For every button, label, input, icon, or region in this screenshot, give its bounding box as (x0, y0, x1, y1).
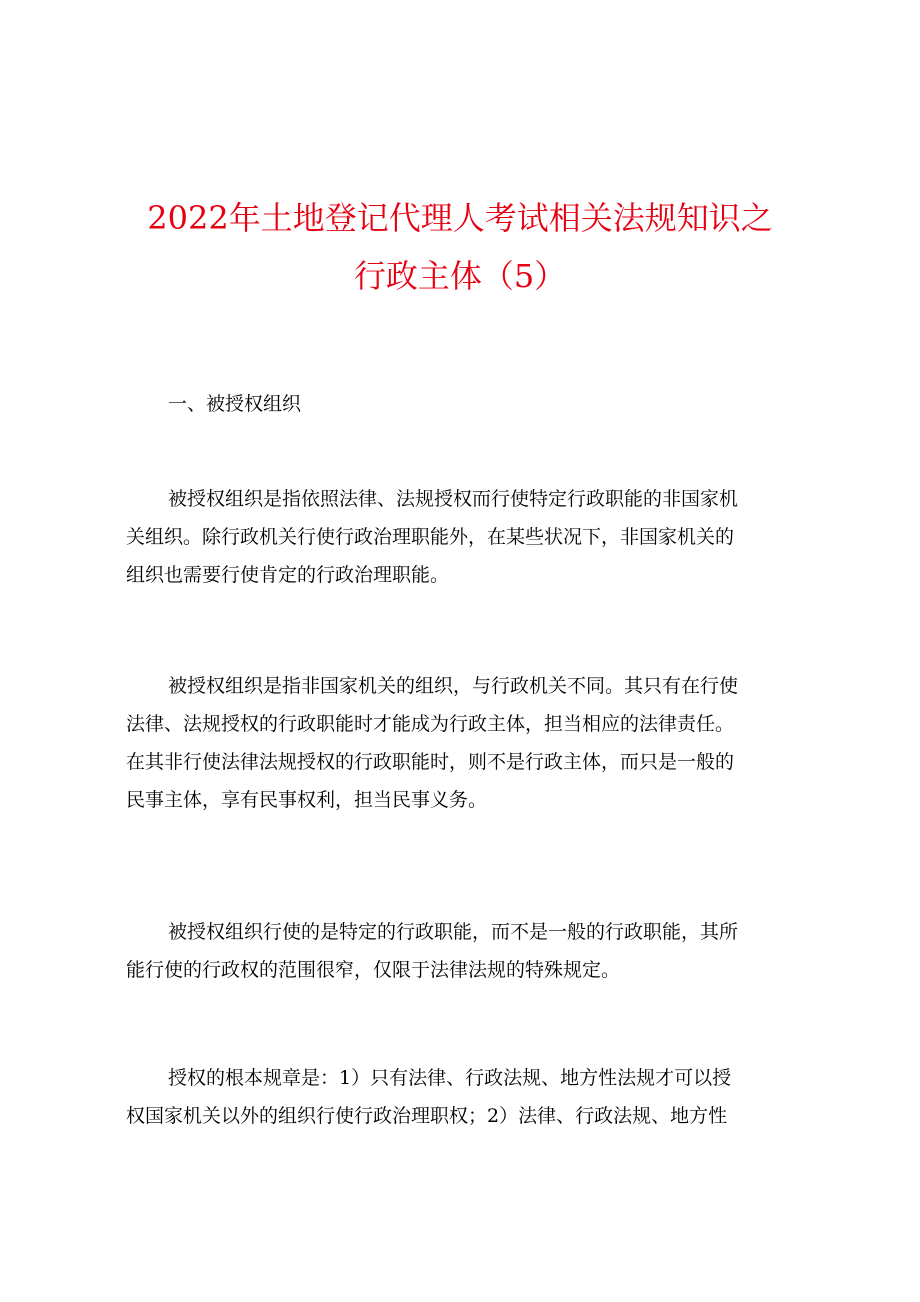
paragraph-line: 组织也需要行使肯定的行政治理职能。 (126, 564, 450, 586)
paragraph-line: 法律、法规授权的行政职能时才能成为行政主体，担当相应的法律责任。 (126, 713, 735, 735)
paragraph-line: 被授权组织行使的是特定的行政职能，而不是一般的行政职能，其所 (168, 921, 739, 943)
paragraph-line: 权国家机关以外的组织行使行政治理职权；2）法律、行政法规、地方性 (126, 1105, 728, 1127)
document-title-line-1: 2022年土地登记代理人考试相关法规知识之 (147, 199, 773, 237)
paragraph-line: 授权的根本规章是：1）只有法律、行政法规、地方性法规才可以授 (168, 1067, 732, 1089)
paragraph-line: 民事主体，享有民事权利，担当民事义务。 (126, 789, 488, 811)
paragraph-line: 被授权组织是指非国家机关的组织，与行政机关不同。其只有在行使 (168, 675, 739, 697)
paragraph-2 (126, 667, 798, 819)
paragraph-4 (126, 1059, 798, 1135)
paragraph-line: 在其非行使法律法规授权的行政职能时，则不是行政主体，而只是一般的 (126, 751, 735, 773)
paragraph-3 (126, 913, 798, 989)
paragraph-line: 关组织。除行政机关行使行政治理职能外，在某些状况下，非国家机关的 (126, 526, 735, 548)
paragraph-1 (126, 480, 798, 594)
paragraph-line: 被授权组织是指依照法律、法规授权而行使特定行政职能的非国家机 (168, 488, 739, 510)
document-title-line-2: 行政主体（5） (353, 257, 567, 295)
paragraph-line: 能行使的行政权的范围很窄，仅限于法律法规的特殊规定。 (126, 959, 621, 981)
section-heading: 一、被授权组织 (168, 393, 302, 415)
